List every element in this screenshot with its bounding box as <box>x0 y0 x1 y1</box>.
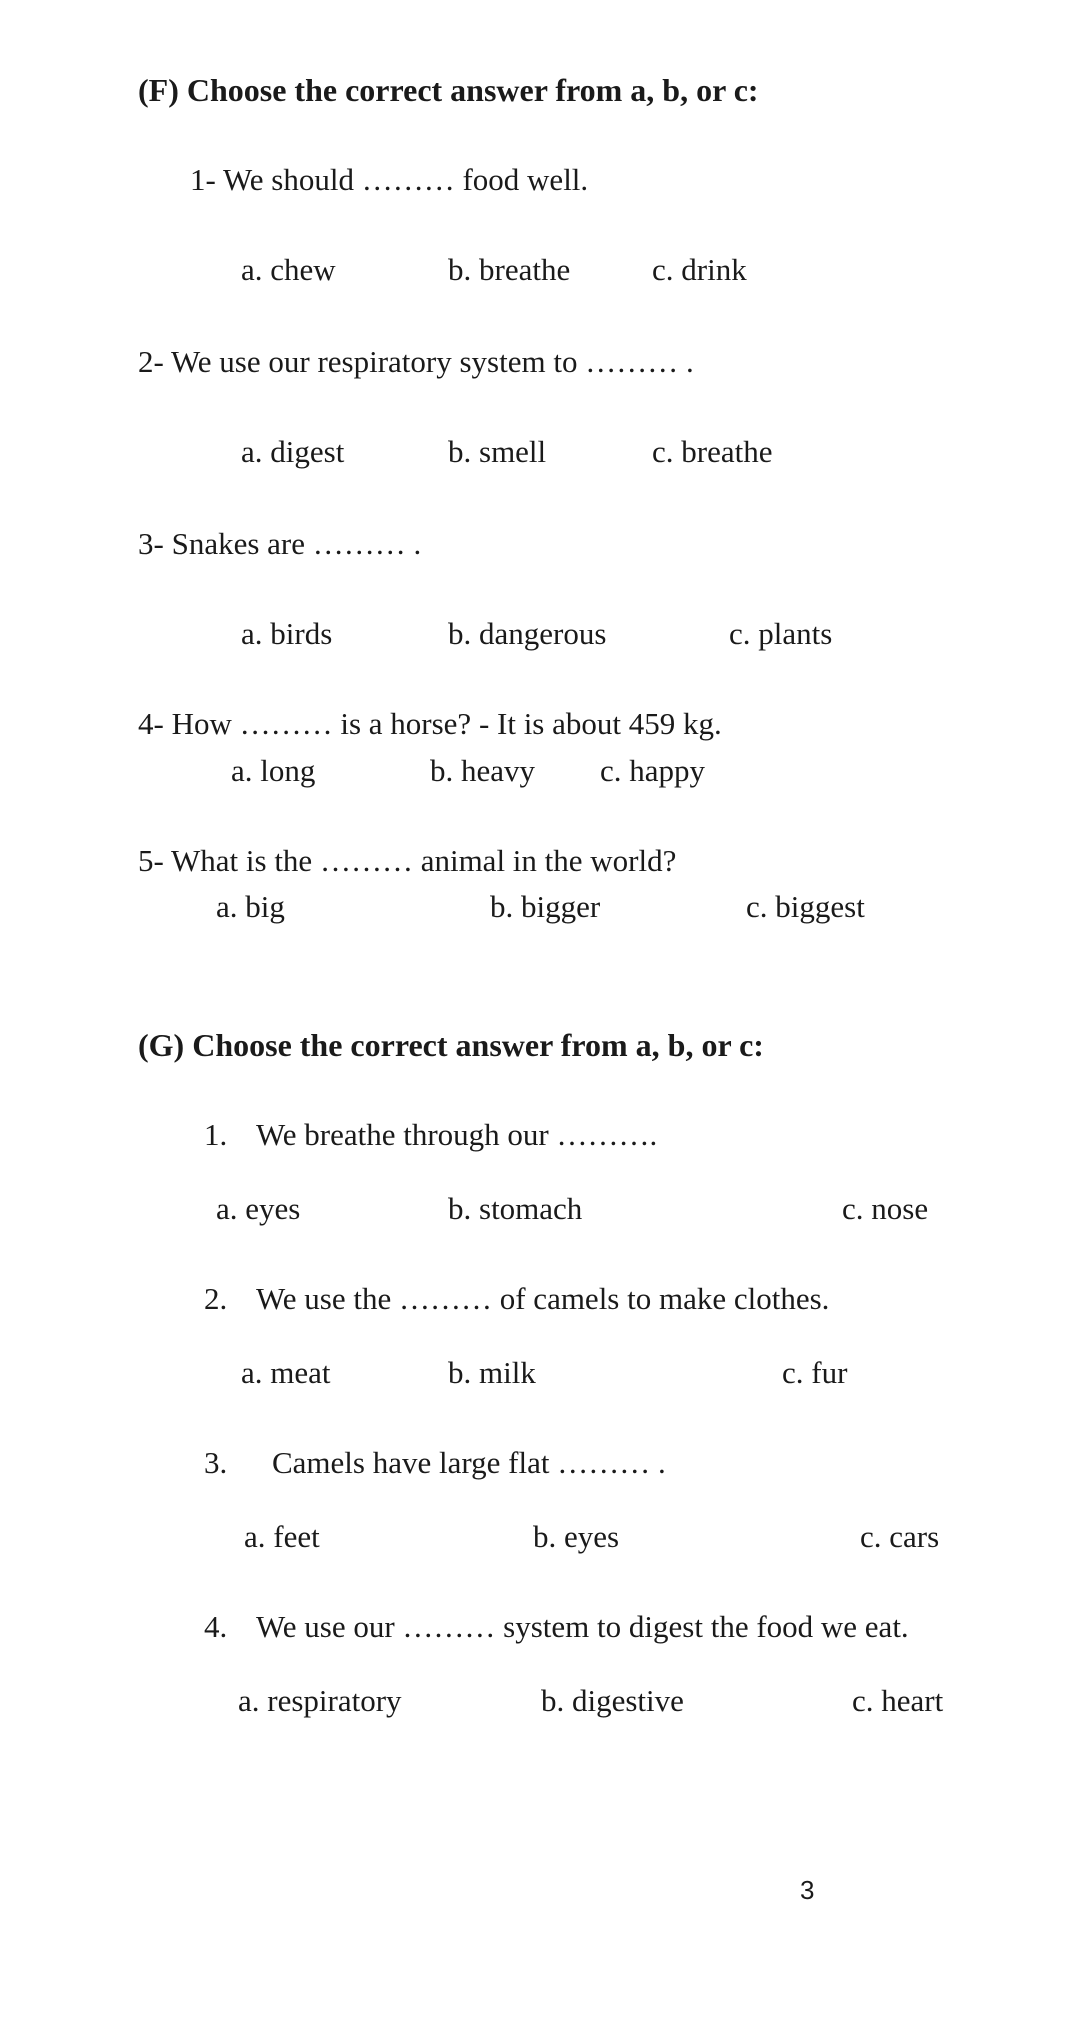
f-question-1: 1- We should ……… food well. <box>190 162 589 197</box>
f-q3-option-a: a. birds <box>241 616 333 651</box>
g-q3-option-b: b. eyes <box>533 1519 620 1554</box>
f-q3-option-c: c. plants <box>729 616 833 651</box>
f-question-2: 2- We use our respiratory system to ……… . <box>138 344 694 379</box>
f-q1-option-b: b. breathe <box>448 252 571 287</box>
g-q3-number: 3. <box>204 1445 228 1480</box>
g-q2-number: 2. <box>204 1281 228 1316</box>
g-q3-option-c: c. cars <box>860 1519 940 1554</box>
g-question-2: We use the ……… of camels to make clothes. <box>256 1281 830 1316</box>
g-q3-option-a: a. feet <box>244 1519 320 1554</box>
f-q4-option-a: a. long <box>231 753 316 788</box>
f-q5-option-a: a. big <box>216 889 285 924</box>
g-q2-option-c: c. fur <box>782 1355 848 1390</box>
g-q4-option-b: b. digestive <box>541 1683 684 1718</box>
g-q1-number: 1. <box>204 1117 228 1152</box>
g-q1-option-b: b. stomach <box>448 1191 583 1226</box>
g-question-3: Camels have large flat ……… . <box>272 1445 666 1480</box>
g-q4-number: 4. <box>204 1609 228 1644</box>
g-question-1: We breathe through our ………. <box>256 1117 658 1152</box>
f-q2-option-c: c. breathe <box>652 434 773 469</box>
f-q1-option-a: a. chew <box>241 252 336 287</box>
f-question-4: 4- How ……… is a horse? - It is about 459 kg. <box>138 706 722 741</box>
f-q2-option-b: b. smell <box>448 434 547 469</box>
f-q4-option-c: c. happy <box>600 753 706 788</box>
page-number: 3 <box>800 1875 815 1905</box>
section-f-heading: (F) Choose the correct answer from a, b, or c: <box>138 72 759 108</box>
f-q3-option-b: b. dangerous <box>448 616 607 651</box>
f-question-3: 3- Snakes are ……… . <box>138 526 422 561</box>
f-q2-option-a: a. digest <box>241 434 345 469</box>
g-q2-option-b: b. milk <box>448 1355 536 1390</box>
f-q5-option-c: c. biggest <box>746 889 865 924</box>
f-q5-option-b: b. bigger <box>490 889 601 924</box>
f-q4-option-b: b. heavy <box>430 753 536 788</box>
section-g-heading: (G) Choose the correct answer from a, b, or c: <box>138 1027 764 1063</box>
g-q4-option-a: a. respiratory <box>238 1683 402 1718</box>
g-q1-option-c: c. nose <box>842 1191 929 1226</box>
g-q4-option-c: c. heart <box>852 1683 944 1718</box>
g-q2-option-a: a. meat <box>241 1355 331 1390</box>
g-question-4: We use our ……… system to digest the food we eat. <box>256 1609 909 1644</box>
g-q1-option-a: a. eyes <box>216 1191 301 1226</box>
f-q1-option-c: c. drink <box>652 252 747 287</box>
f-question-5: 5- What is the ……… animal in the world? <box>138 843 677 878</box>
